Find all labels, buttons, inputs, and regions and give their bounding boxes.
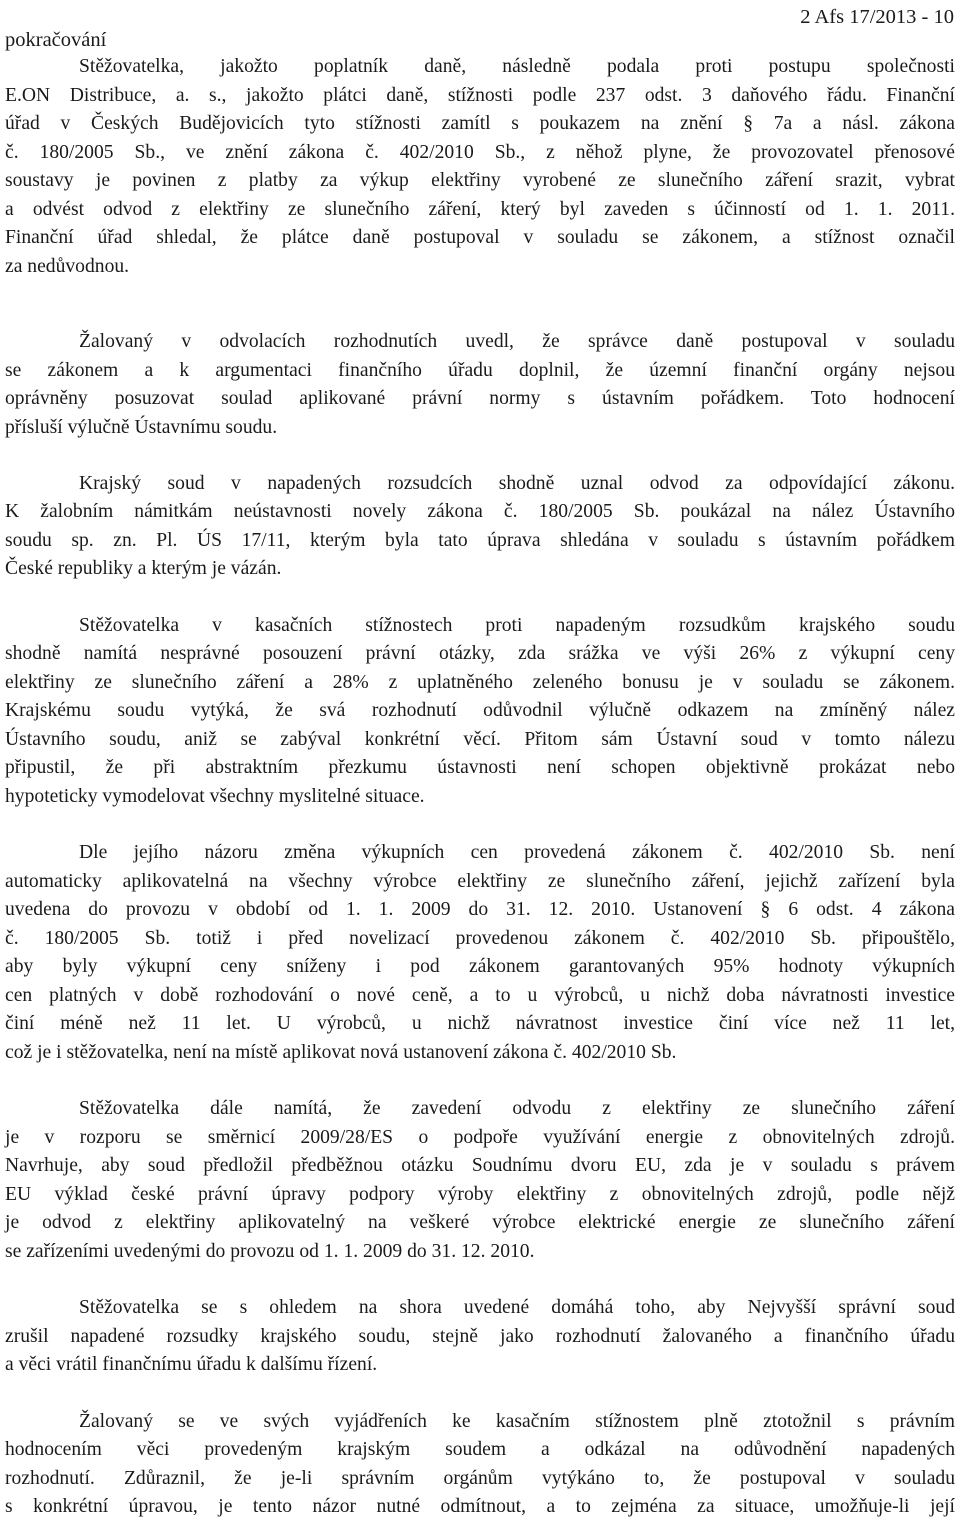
text-line: Navrhuje, aby soud předložil předběžnou otázku Soudnímu dvoru EU, zda je v souladu s právem <box>5 1155 955 1176</box>
text-line: což je i stěžovatelka, není na místě aplikovat nová ustanovení zákona č. 402/2010 Sb. <box>5 1042 677 1063</box>
text-line: Stěžovatelka se s ohledem na shora uvedené domáhá toho, aby Nejvyšší správní soud <box>79 1297 955 1318</box>
text-line: rozhodnutí. Zdůraznil, že je-li správním orgánům vytýkáno to, že postupoval v souladu <box>5 1468 955 1489</box>
text-line: Krajskému soudu vytýká, že svá rozhodnutí odůvodnil výlučně odkazem na zmíněný nález <box>5 700 955 721</box>
text-line: připustil, že při abstraktním přezkumu ústavnosti není schopen objektivně prokázat nebo <box>5 757 955 778</box>
text-line: a odvést odvod z elektřiny ze slunečního záření, který byl zaveden s účinností od 1. 1. 2011. <box>5 199 955 220</box>
text-line: Dle jejího názoru změna výkupních cen provedená zákonem č. 402/2010 Sb. není <box>79 842 955 863</box>
text-line: Ústavního soudu, aniž se zabýval konkrétní věcí. Přitom sám Ústavní soud v tomto nálezu <box>5 729 955 750</box>
text-line: a věci vrátil finančnímu úřadu k dalšímu řízení. <box>5 1354 378 1375</box>
text-line: se zařízeními uvedenými do provozu od 1. 1. 2009 do 31. 12. 2010. <box>5 1241 535 1262</box>
text-line: za nedůvodnou. <box>5 256 130 277</box>
text-line: je v rozporu se směrnicí 2009/28/ES o podpoře využívání energie z obnovitelných zdrojů. <box>5 1127 955 1148</box>
text-line: Žalovaný se ve svých vyjádřeních ke kasačním stížnostem plně ztotožnil s právním <box>79 1411 955 1432</box>
text-line: zrušil napadené rozsudky krajského soudu, stejně jako rozhodnutí žalovaného a finančního úřadu <box>5 1326 955 1347</box>
text-line: Stěžovatelka v kasačních stížnostech proti napadeným rozsudkům krajského soudu <box>79 615 955 636</box>
text-line: soudu sp. zn. Pl. ÚS 17/11, kterým byla tato úprava shledána v souladu s ústavním pořádkem <box>5 530 955 551</box>
continuation-label: pokračování <box>5 29 107 51</box>
text-line: č. 180/2005 Sb. totiž i před novelizací provedenou zákonem č. 402/2010 Sb. připouštělo, <box>5 928 955 949</box>
text-line: hypoteticky vymodelovat všechny myslitelné situace. <box>5 786 425 807</box>
text-line: soustavy je povinen z platby za výkup elektřiny vyrobené ze slunečního záření srazit, vybrat <box>5 170 955 191</box>
text-line: č. 180/2005 Sb., ve znění zákona č. 402/2010 Sb., z něhož plyne, že provozovatel přenosové <box>5 142 955 163</box>
text-line: uvedena do provozu v období od 1. 1. 2009 do 31. 12. 2010. Ustanovení § 6 odst. 4 zákona <box>5 899 955 920</box>
text-line: Stěžovatelka, jakožto poplatník daně, následně podala proti postupu společnosti <box>79 56 955 77</box>
text-line: hodnocením věci provedeným krajským soudem a odkázal na odůvodnění napadených <box>5 1439 955 1460</box>
text-line: je odvod z elektřiny aplikovatelný na veškeré výrobce elektrické energie ze slunečního záření <box>5 1212 955 1233</box>
text-line: Stěžovatelka dále namítá, že zavedení odvodu z elektřiny ze slunečního záření <box>79 1098 955 1119</box>
text-line: činí méně než 11 let. U výrobců, u nichž návratnost investice činí více než 11 let, <box>5 1013 955 1034</box>
text-line: s konkrétní úpravou, je tento názor nutné odmítnout, a to zejména za situace, umožňuje-li její <box>5 1496 955 1517</box>
text-line: automaticky aplikovatelná na všechny výrobce elektřiny ze slunečního záření, jejichž zařízení byla <box>5 871 955 892</box>
text-line: Krajský soud v napadených rozsudcích shodně uznal odvod za odpovídající zákonu. <box>79 473 955 494</box>
text-line: EU výklad české právní úpravy podpory výroby elektřiny z obnovitelných zdrojů, podle nějž <box>5 1184 955 1205</box>
text-line: cen platných v době rozhodování o nové ceně, a to u výrobců, u nichž doba návratnosti investice <box>5 985 955 1006</box>
text-line: elektřiny ze slunečního záření a 28% z uplatněného zeleného bonusu je v souladu se zákonem. <box>5 672 955 693</box>
text-line: úřad v Českých Budějovicích tyto stížnosti zamítl s poukazem na znění § 7a a násl. zákona <box>5 113 955 134</box>
text-line: Finanční úřad shledal, že plátce daně postupoval v souladu se zákonem, a stížnost označil <box>5 227 955 248</box>
text-line: aby byly výkupní ceny sníženy i pod zákonem garantovaných 95% hodnoty výkupních <box>5 956 955 977</box>
text-line: přísluší výlučně Ústavnímu soudu. <box>5 417 278 438</box>
text-line: E.ON Distribuce, a. s., jakožto plátci daně, stížnosti podle 237 odst. 3 daňového řádu. Finanční <box>5 85 955 106</box>
case-reference: 2 Afs 17/2013 - 10 <box>800 6 954 28</box>
text-line: Žalovaný v odvolacích rozhodnutích uvedl, že správce daně postupoval v souladu <box>79 331 955 352</box>
text-line: České republiky a kterým je vázán. <box>5 558 282 579</box>
text-line: K žalobním námitkám neústavnosti novely zákona č. 180/2005 Sb. poukázal na nález Ústavního <box>5 501 955 522</box>
text-line: oprávněny posuzovat soulad aplikované právní normy s ústavním pořádkem. Toto hodnocení <box>5 388 955 409</box>
text-line: se zákonem a k argumentaci finančního úřadu doplnil, že územní finanční orgány nejsou <box>5 360 955 381</box>
text-line: shodně namítá nesprávné posouzení právní otázky, zda srážka ve výši 26% z výkupní ceny <box>5 643 955 664</box>
